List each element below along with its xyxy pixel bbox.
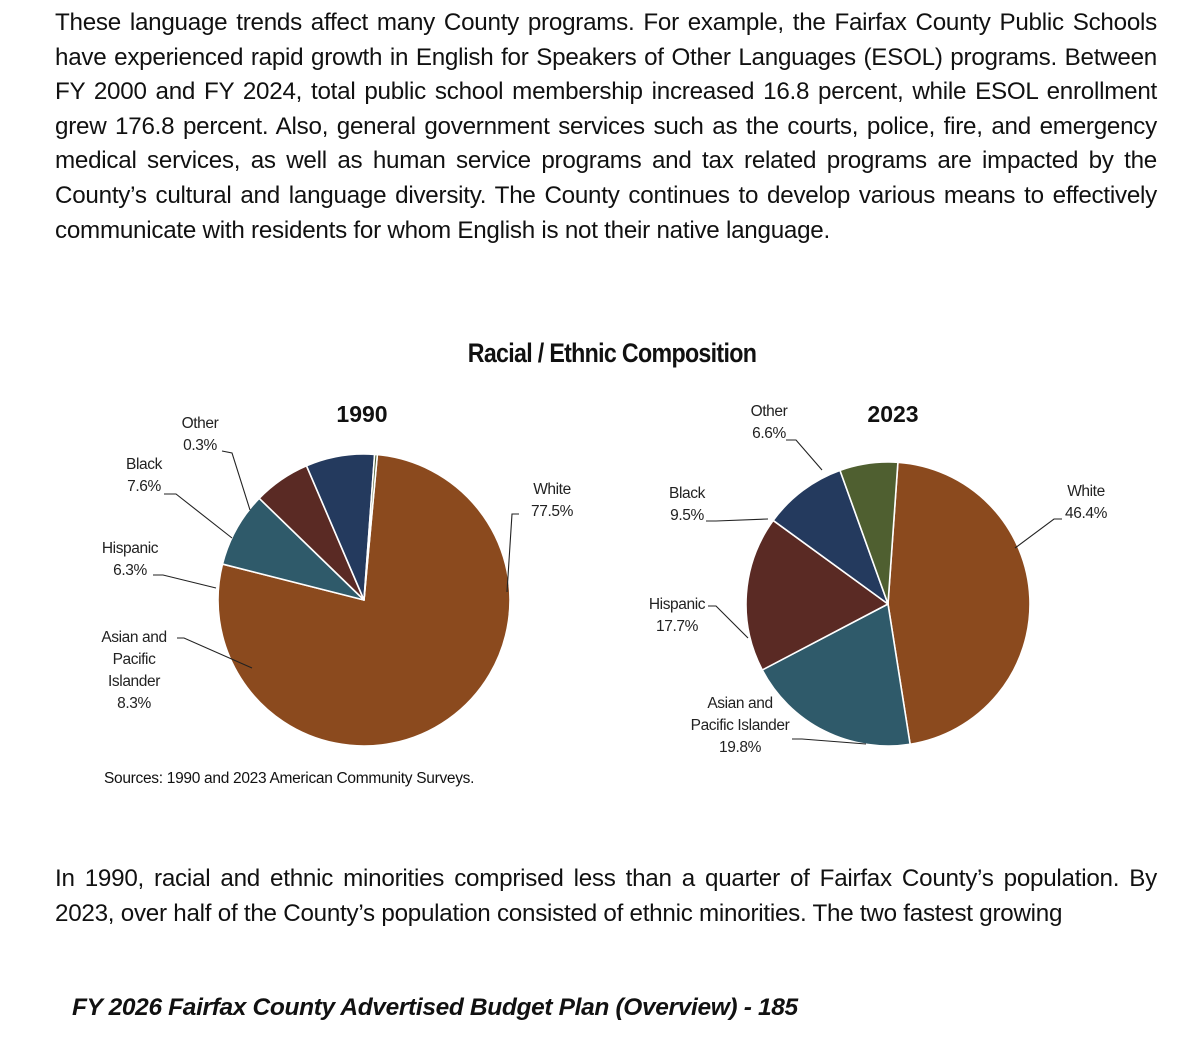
pie-year-label-1990: 1990 bbox=[336, 401, 388, 427]
figure-sources: Sources: 1990 and 2023 American Community Surveys. bbox=[104, 770, 475, 787]
pie-label-1990-hispanic: Hispanic 6.3% bbox=[101, 540, 159, 579]
pie-label-1990-other: Other 0.3% bbox=[181, 415, 219, 454]
pie-year-label-2023: 2023 bbox=[867, 401, 919, 427]
pie-label-2023-asian-and-pacific-islander: Asian and Pacific Islander 19.8% bbox=[690, 695, 790, 756]
pie-leader-1990-hispanic bbox=[153, 575, 216, 588]
pie-leader-2023-black bbox=[706, 519, 768, 521]
pie-leader-2023-hispanic bbox=[708, 606, 748, 638]
pie-label-1990-asian-and-pacific-islander: Asian and Pacific Islander 8.3% bbox=[101, 629, 167, 712]
paragraph-language-trends: These language trends affect many County programs. For example, the Fairfax County Public Schools have experienced rapid growth in English for Speakers of Other Languages (ESOL) programs. Between FY 2000 and FY 2024, total public school membership increased 16.8 percent, while ESOL enrollment grew 176.8 percent. Also, general government services such as the courts, police, fire, and emergency medical services, as well as human service programs and tax related programs are impacted by the County’s cultural and language diversity. The County continues to develop various means to effectively communicate with residents for whom English is not their native language. bbox=[55, 9, 1157, 244]
pie-label-1990-white: White 77.5% bbox=[531, 481, 573, 520]
pie-label-2023-black: Black 9.5% bbox=[669, 485, 705, 524]
pie-slice-2023-white bbox=[888, 462, 1030, 744]
paragraph-minorities: In 1990, racial and ethnic minorities comprised less than a quarter of Fairfax County’s population. By 2023, over half of the County’s population consisted of ethnic minorities. The two fastest growing bbox=[55, 865, 1157, 927]
page-footer: FY 2026 Fairfax County Advertised Budget Plan (Overview) - 185 bbox=[72, 994, 798, 1021]
pie-leader-1990-other bbox=[222, 451, 250, 510]
pie-leader-1990-black bbox=[164, 494, 232, 538]
pie-label-2023-white: White 46.4% bbox=[1065, 483, 1107, 522]
pie-leader-2023-other bbox=[786, 440, 822, 470]
pie-label-1990-black: Black 7.6% bbox=[126, 456, 162, 495]
pie-label-2023-other: Other 6.6% bbox=[750, 403, 788, 442]
pie-leader-2023-white bbox=[1015, 519, 1062, 548]
pie-label-2023-hispanic: Hispanic 17.7% bbox=[648, 596, 706, 635]
figure-title: Racial / Ethnic Composition bbox=[467, 338, 757, 368]
